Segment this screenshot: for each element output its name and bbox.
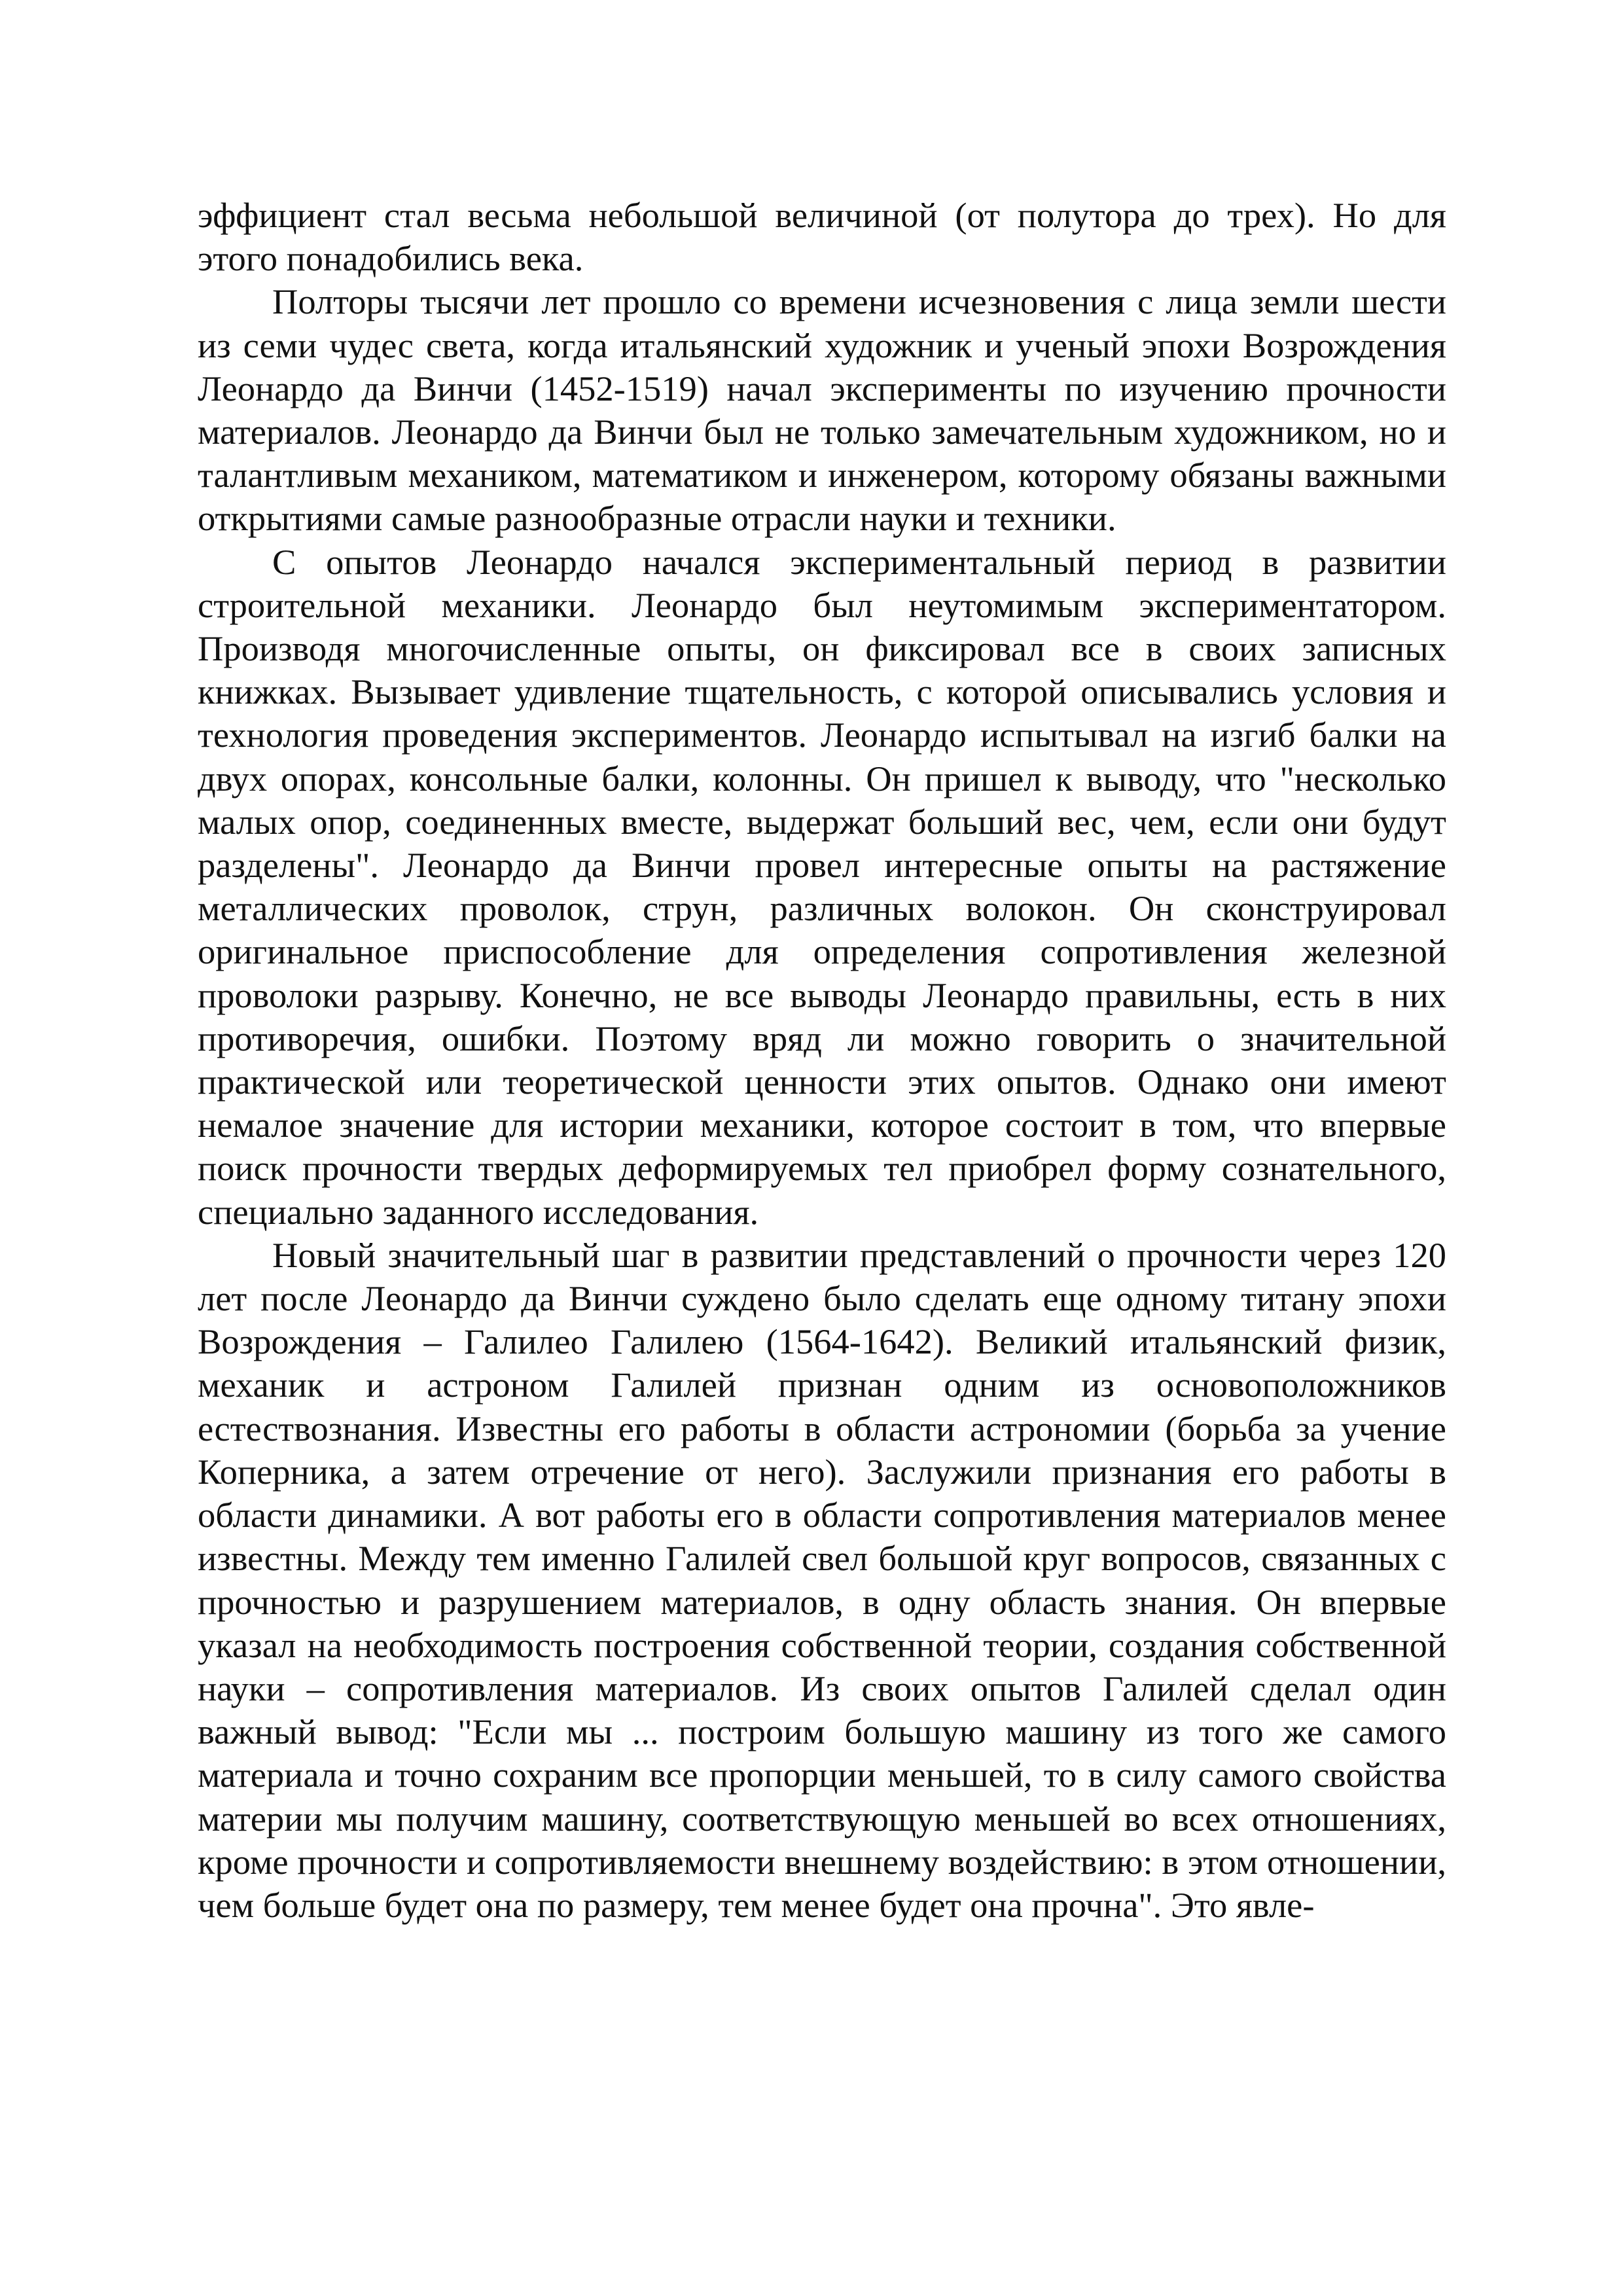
body-text <box>198 194 1446 1927</box>
paragraph-leonardo-intro: Полторы тысячи лет прошло со времени исчезновения с лица земли шести из семи чудес света, когда итальянский художник и ученый эпохи Возрождения Леонардо да Винчи (1452-1519) начал эксперименты по изучению прочности материалов. Леонардо да Винчи был не только замечательным художником, но и талантливым механиком, математиком и инженером, которому обязаны важными открытиями самые разнообразные отрасли науки и техники. <box>198 281 1446 539</box>
paragraph-continuation: эффициент стал весьма небольшой величиной (от полутора до трех). Но для этого понадобились века. <box>198 195 1446 279</box>
paragraph-galileo: Новый значительный шаг в развитии представлений о прочности через 120 лет после Леонардо да Винчи суждено было сделать еще одному титану эпохи Возрождения – Галилео Галилею (1564-1642). Великий итальянский физик, механик и астроном Галилей признан одним из основоположников естествознания. Известны его работы в области астрономии (борьба за учение Коперника, а затем отречение от него). Заслужили признания его работы в области динамики. А вот работы его в области сопротивления материалов менее известны. Между тем именно Галилей свел большой круг вопросов, связанных с прочностью и разрушением материалов, в одну область знания. Он впервые указал на необходимость построения собственной теории, создания собственной науки – сопротивления материалов. Из своих опытов Галилей сделал один важный вывод: "Если мы ... построим большую машину из того же самого материала и точно сохраним все пропорции меньшей, то в силу самого свойства материи мы получим машину, соответствующую меньшей во всех отношениях, кроме прочности и сопротивляемости внешнему воздействию: в этом отношении, чем больше будет она по размеру, тем менее будет она прочна". Это явле- <box>198 1234 1446 1925</box>
paragraph-leonardo-experiments: С опытов Леонардо начался экспериментальный период в развитии строительной механики. Леонардо был неутомимым экспериментатором. Производя многочисленные опыты, он фиксировал все в своих записных книжках. Вызывает удивление тщательность, с которой описывались условия и технология проведения экспериментов. Леонардо испытывал на изгиб балки на двух опорах, консольные балки, колонны. Он пришел к выводу, что "несколько малых опор, соединенных вместе, выдержат больший вес, чем, если они будут разделены". Леонардо да Винчи провел интересные опыты на растяжение металлических проволок, струн, различных волокон. Он сконструировал оригинальное приспособление для определения сопротивления железной проволоки разрыву. Конечно, не все выводы Леонардо правильны, есть в них противоречия, ошибки. Поэтому вряд ли можно говорить о значительной практической или теоретической ценности этих опытов. Однако они имеют немалое значение для истории механики, которое состоит в том, что впервые поиск прочности твердых деформируемых тел приобрел форму сознательного, специально заданного исследования. <box>198 541 1446 1232</box>
